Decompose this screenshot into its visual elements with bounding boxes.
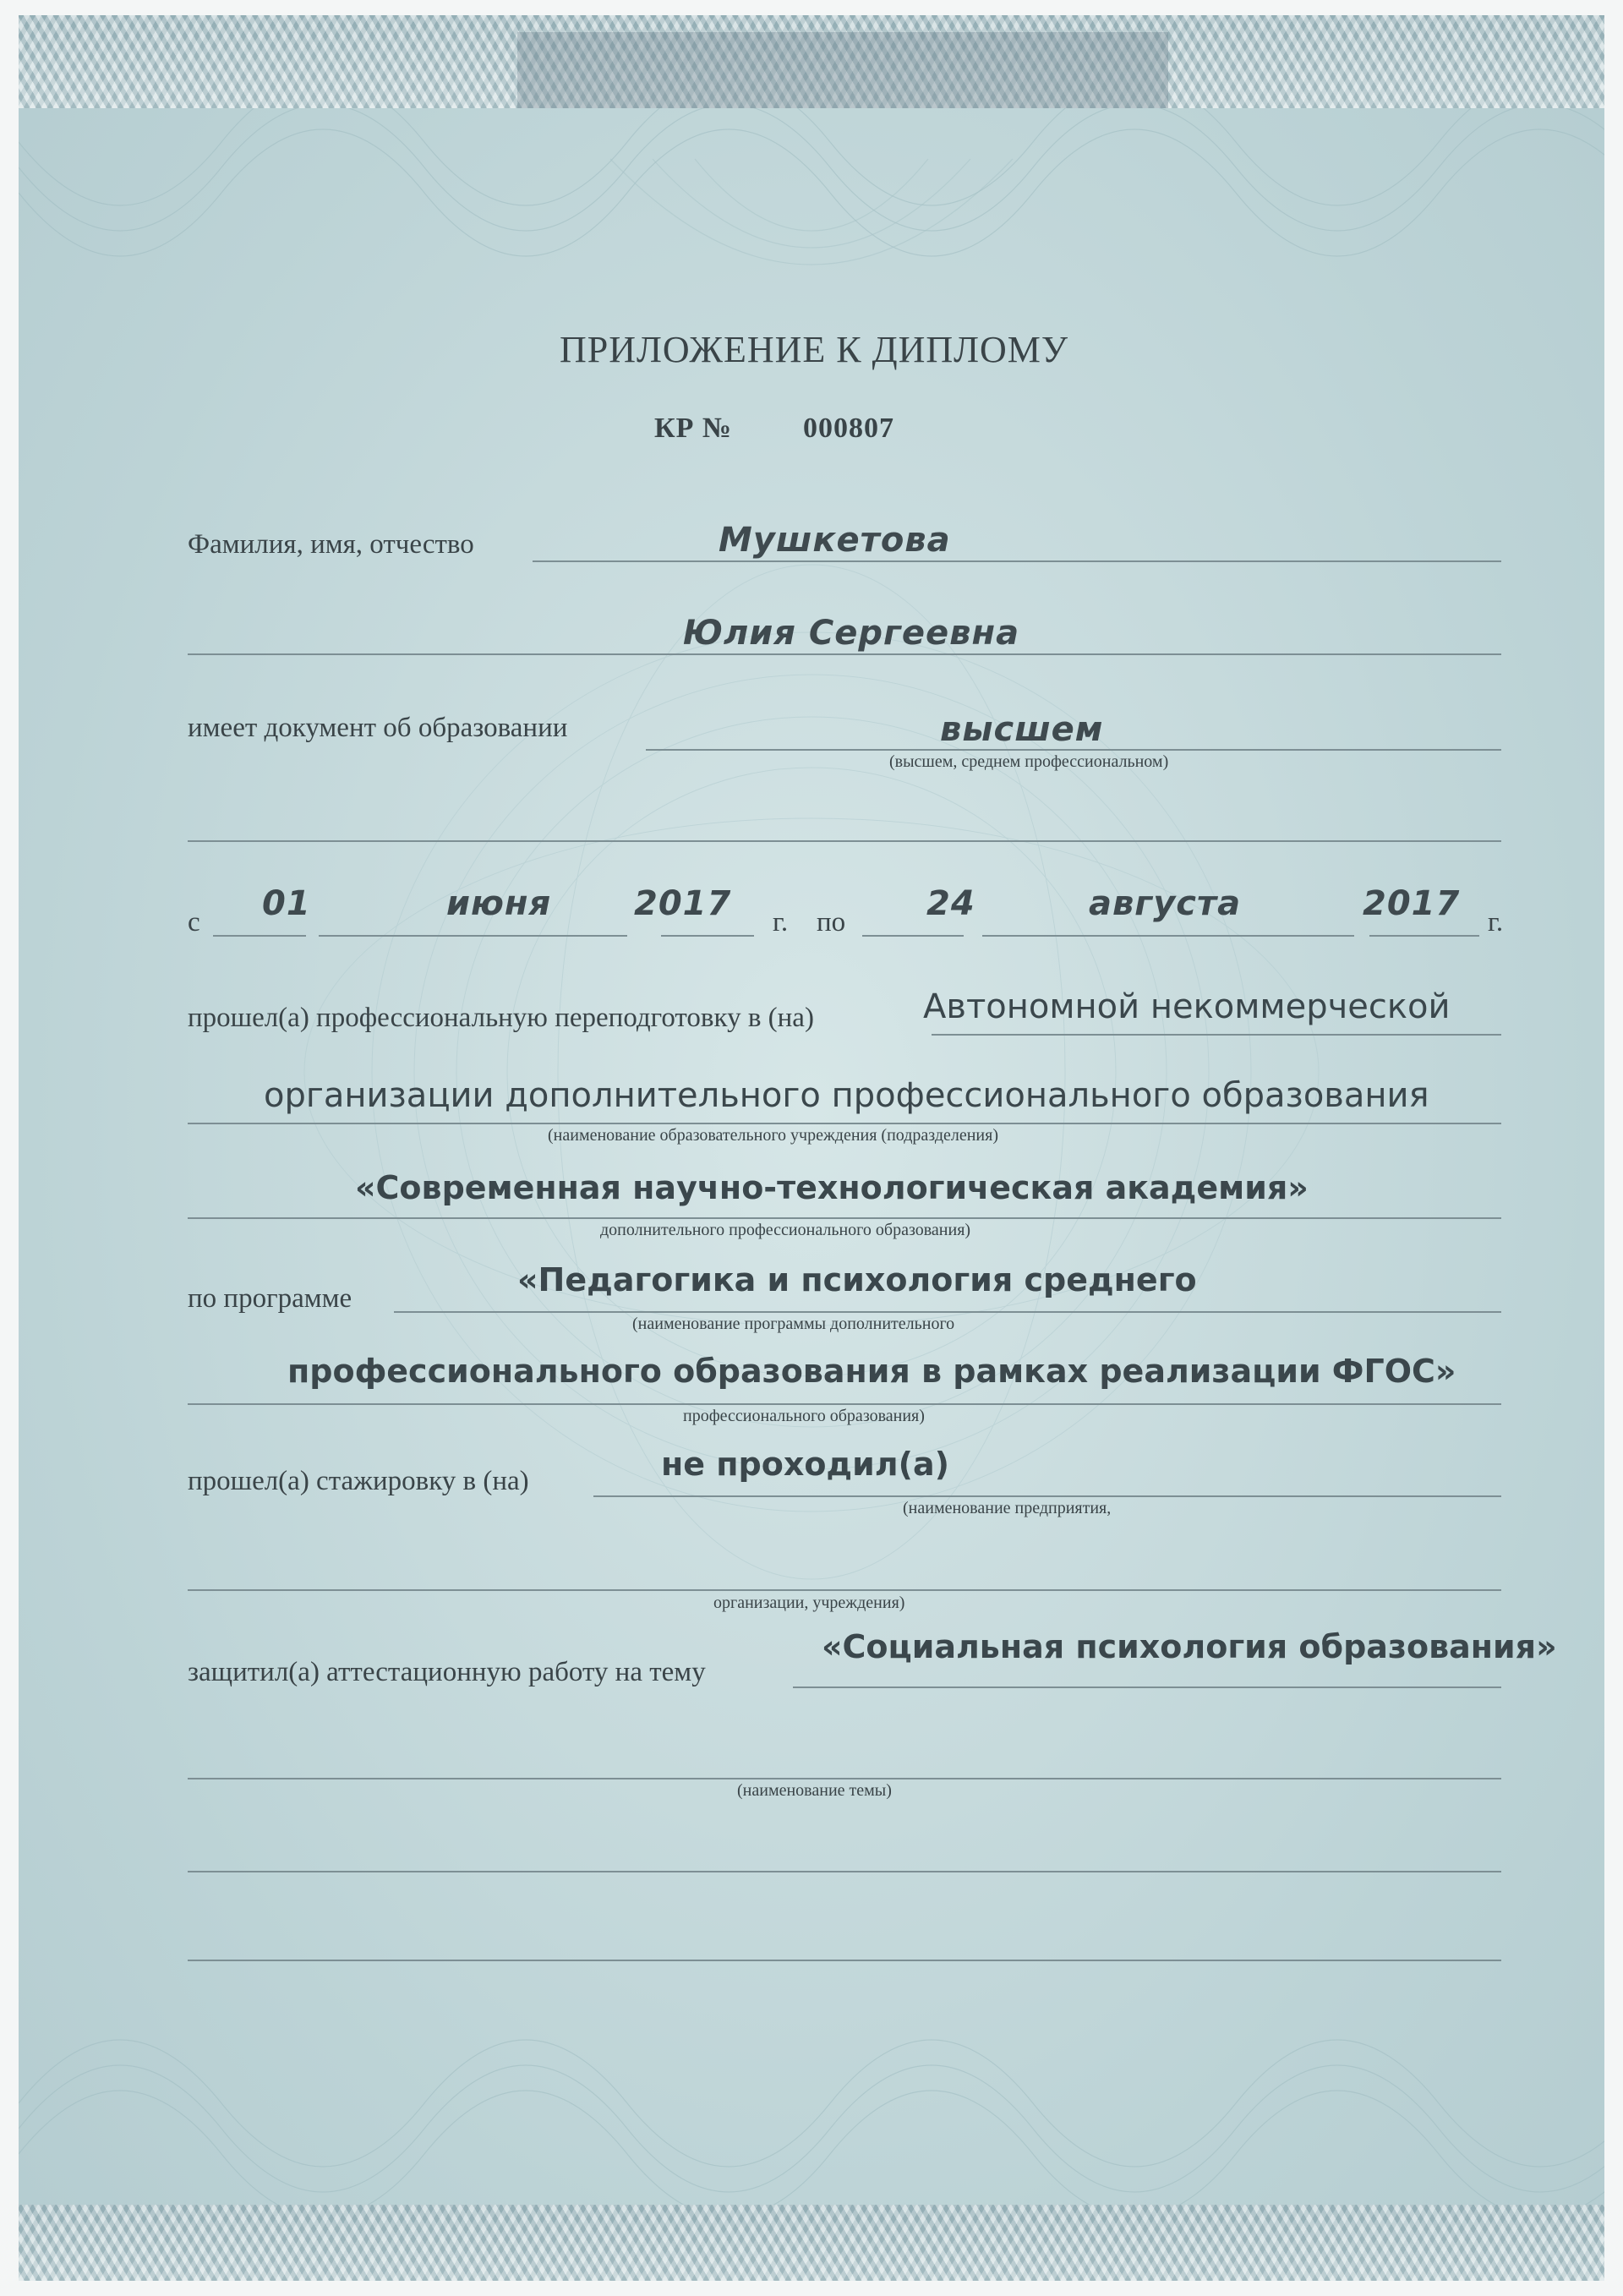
thesis-line-1	[793, 1686, 1501, 1688]
period-from-year: 2017	[634, 884, 732, 923]
internship-line-2	[188, 1589, 1501, 1591]
internship-hint2: организации, учреждения)	[713, 1594, 905, 1612]
education-value: высшем	[940, 710, 1104, 749]
thesis-line-2	[188, 1778, 1501, 1779]
period-year-suffix-2: г.	[1488, 907, 1504, 938]
period-from-day: 01	[262, 884, 311, 923]
period-to-year: 2017	[1363, 884, 1461, 923]
thesis-line-3	[188, 1871, 1501, 1872]
diploma-supplement-sheet	[19, 15, 1604, 2281]
program-label: по программе	[188, 1283, 352, 1314]
period-to-day-line	[862, 935, 964, 937]
period-to-month-line	[982, 935, 1354, 937]
fio-surname: Мушкетова	[719, 521, 951, 560]
fio-line-2	[188, 653, 1501, 655]
program-hint2: профессионального образования)	[683, 1407, 925, 1425]
program-hint1: (наименование программы дополнительного	[632, 1315, 955, 1333]
internship-label: прошел(а) стажировку в (на)	[188, 1466, 529, 1496]
document-title: ПРИЛОЖЕНИЕ К ДИПЛОМУ	[560, 329, 1069, 370]
retraining-hint2: дополнительного профессионального образования)	[600, 1221, 971, 1239]
internship-hint1: (наименование предприятия,	[903, 1499, 1112, 1517]
period-from-month-line	[319, 935, 627, 937]
thesis-value: «Социальная психология образования»	[822, 1628, 1557, 1665]
bottom-security-band	[19, 2205, 1604, 2281]
retraining-label: прошел(а) профессиональную переподготовку в (на)	[188, 1003, 814, 1033]
education-line	[646, 749, 1501, 751]
period-to-prefix: по	[817, 907, 846, 938]
period-from-month: июня	[446, 884, 552, 923]
retraining-line-1	[932, 1034, 1501, 1036]
period-from-year-line	[661, 935, 754, 937]
program-line2: профессионального образования в рамках реализации ФГОС»	[287, 1353, 1456, 1390]
period-to-month: августа	[1089, 884, 1242, 923]
top-security-band	[19, 15, 1604, 108]
program-line1: «Педагогика и психология среднего	[517, 1261, 1197, 1298]
fio-line-1	[533, 560, 1501, 562]
period-to-year-line	[1369, 935, 1479, 937]
retraining-line3: «Современная научно-технологическая академия»	[355, 1169, 1309, 1206]
retraining-line2: организации дополнительного профессионального образования	[264, 1076, 1429, 1115]
period-from-day-line	[213, 935, 306, 937]
internship-value: не проходил(а)	[661, 1446, 949, 1483]
series-number: 000807	[803, 413, 894, 444]
series-label: КР №	[654, 413, 733, 444]
thesis-line-4	[188, 1960, 1501, 1961]
period-year-suffix-1: г.	[773, 907, 789, 938]
education-hint: (высшем, среднем профессиональном)	[889, 752, 1169, 771]
education-line-2	[188, 840, 1501, 842]
retraining-line1: Автономной некоммерческой	[923, 987, 1451, 1026]
period-to-day: 24	[926, 884, 975, 923]
internship-line	[593, 1495, 1501, 1497]
retraining-hint1: (наименование образовательного учреждения (подразделения)	[548, 1126, 998, 1145]
retraining-line-3	[188, 1217, 1501, 1219]
thesis-label: защитил(а) аттестационную работу на тему	[188, 1657, 706, 1687]
fio-label: Фамилия, имя, отчество	[188, 529, 474, 560]
period-from-prefix: с	[188, 907, 200, 938]
thesis-hint: (наименование темы)	[737, 1781, 892, 1800]
program-line-1	[394, 1311, 1501, 1313]
education-label: имеет документ об образовании	[188, 713, 568, 743]
fio-name-patronymic: Юлия Сергеевна	[683, 614, 1020, 653]
retraining-line-2	[188, 1123, 1501, 1124]
program-line-2	[188, 1403, 1501, 1405]
